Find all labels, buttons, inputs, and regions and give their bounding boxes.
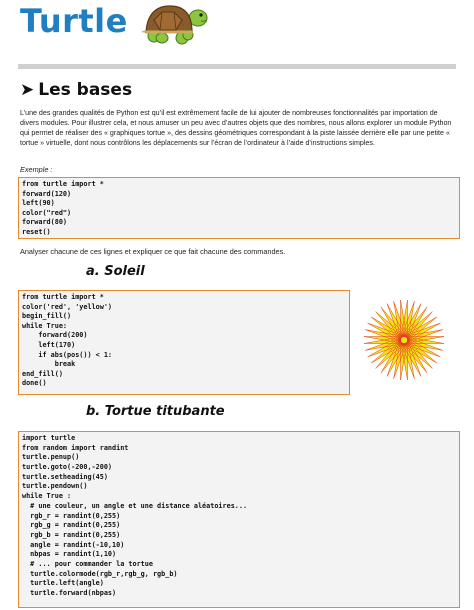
tortue-code-block: [18, 431, 460, 608]
code-line: forward(200): [22, 331, 88, 340]
code-line: import turtle: [22, 434, 76, 442]
code-line: turtle.goto(-200,-200): [22, 463, 113, 472]
code-line: turtle.setheading(45): [22, 472, 108, 481]
code-line: left(170): [22, 340, 76, 349]
code-line: end_fill(): [22, 369, 63, 378]
section-heading-text: Les bases: [38, 80, 133, 100]
code-line: break: [22, 360, 76, 369]
section-divider: [18, 64, 456, 69]
code-line: from turtle import *: [22, 180, 104, 188]
code-line: rgb_b = randint(0,255): [22, 530, 121, 539]
tortue-heading: b. Tortue titubante: [86, 404, 225, 419]
code-line: begin_fill(): [22, 312, 72, 321]
example-code-block: [18, 177, 460, 239]
code-line: left(90): [22, 199, 55, 208]
code-line: forward(80): [22, 218, 68, 227]
code-line: forward(120): [22, 189, 72, 198]
page-title: Turtle: [20, 2, 128, 40]
code-line: color("red"): [22, 208, 72, 217]
sun-icon: [362, 298, 446, 382]
code-line: turtle.pendown(): [22, 482, 88, 491]
section-heading: [20, 80, 132, 100]
turtle-icon: [140, 2, 210, 46]
code-line: turtle.colormode(rgb_r,rgb_g, rgb_b): [22, 569, 178, 578]
code-line: angle = randint(-10,10): [22, 540, 125, 549]
code-line: reset(): [22, 227, 51, 236]
code-line: color('red', 'yellow'): [22, 302, 113, 311]
code-line: while True:: [22, 321, 68, 330]
code-line: rgb_g = randint(0,255): [22, 521, 121, 530]
code-line: from turtle import *: [22, 293, 104, 301]
instruction-text: Analyser chacune de ces lignes et expliquer ce que fait chacune des commandes.: [20, 247, 286, 256]
soleil-heading: a. Soleil: [86, 264, 145, 279]
code-line: nbpas = randint(1,10): [22, 550, 117, 559]
intro-paragraph: L’une des grandes qualités de Python est qu’il est extrêmement facile de lui ajouter de nombreuses fonctionnalités par importation de divers modules. Pour illustrer cela, et nous amuser un peu avec d’autres objets que des nombres, nous allons explorer un module Python qui permet de réaliser des « graphiques tortue », des dessins géométriques correspondant à la piste laissée derrière elle par une petite « tortue » virtuelle, dont nous contrôlons les déplacements sur l’écran de l’ordinateur à l’aide d’instructions simples.: [20, 109, 452, 147]
code-line: turtle.penup(): [22, 453, 80, 462]
code-line: done(): [22, 379, 47, 388]
code-line: if abs(pos()) < 1:: [22, 350, 113, 359]
code-line: # une couleur, un angle et une distance aléatoires...: [22, 501, 248, 510]
code-line: rgb_r = randint(0,255): [22, 511, 121, 520]
example-label: Exemple :: [20, 165, 53, 174]
code-line: turtle.left(angle): [22, 579, 104, 588]
arrowhead-bullet-icon: ➤: [20, 80, 35, 100]
soleil-code-block: [18, 290, 350, 395]
code-line: turtle.forward(nbpas): [22, 589, 117, 597]
code-line: # ... pour commander la tortue: [22, 559, 153, 568]
code-line: while True :: [22, 492, 72, 501]
code-line: from random import randint: [22, 443, 129, 452]
